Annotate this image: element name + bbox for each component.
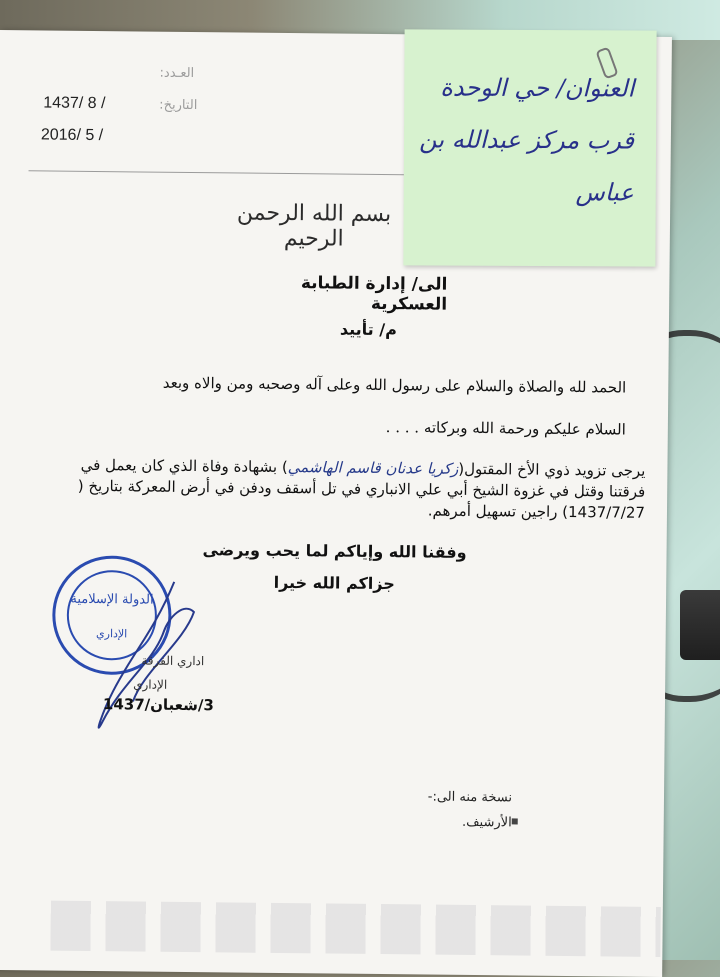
letter-body	[65, 455, 646, 524]
copy-item: الأرشيف.	[461, 814, 512, 831]
closing-slogan-1: وفقنا الله وإياكم لما يحب ويرضى	[202, 540, 467, 562]
copy-label: نسخة منه الى:-	[427, 789, 513, 806]
sticky-line-3: عباس	[575, 178, 634, 207]
body-part-2: ) بشهادة وفاة الذي كان يعمل في فرقتنا وقتل في غزوة الشيخ أبي علي الانباري في تل أسقف ودفن في أرض المعركة بتاريخ ( 1437/7/27) راجين تسهيل أمرهم.	[77, 455, 646, 522]
closing-slogan-2: جزاكم الله خيرا	[273, 572, 395, 594]
device	[680, 590, 720, 660]
date-hijri: 1437/ 8 /	[43, 94, 106, 113]
basmala: بسم الله الرحمن الرحيم	[236, 200, 392, 252]
sticky-note	[403, 29, 656, 266]
sticky-line-2: قرب مركز عبدالله بن	[419, 125, 635, 155]
issue-date: 3/شعبان/1437	[102, 695, 214, 715]
greeting-line: السلام عليكم ورحمة الله وبركاته . . . .	[385, 418, 626, 439]
footer-watermark	[50, 901, 660, 957]
handwritten-name: زكريا عدنان قاسم الهاشمي	[287, 458, 459, 478]
subject-line: م/ تأييد	[339, 319, 397, 340]
body-part-1: يرجى تزويد ذوي الأخ المقتول(	[458, 459, 646, 480]
bullet-icon	[512, 818, 518, 824]
date-label: التاريخ:	[159, 97, 198, 114]
recipient-line: الى/ إدارة الطبابة العسكرية	[300, 273, 448, 315]
sticky-line-1: العنوان/ حي الوحدة	[440, 73, 635, 103]
stamp-top-text: الدولة الإسلامية	[70, 591, 154, 608]
admin-label: الإداري	[133, 677, 168, 692]
date-gregorian: 2016/ 5 /	[40, 126, 104, 145]
praise-line: الحمد لله والصلاة والسلام على رسول الله وعلى آله وصحبه ومن والاه وبعد	[162, 373, 627, 397]
department-label: اداري الفرقة	[141, 653, 205, 669]
number-label: العـدد:	[159, 65, 195, 82]
stamp-bottom-text: الإداري	[96, 627, 128, 641]
